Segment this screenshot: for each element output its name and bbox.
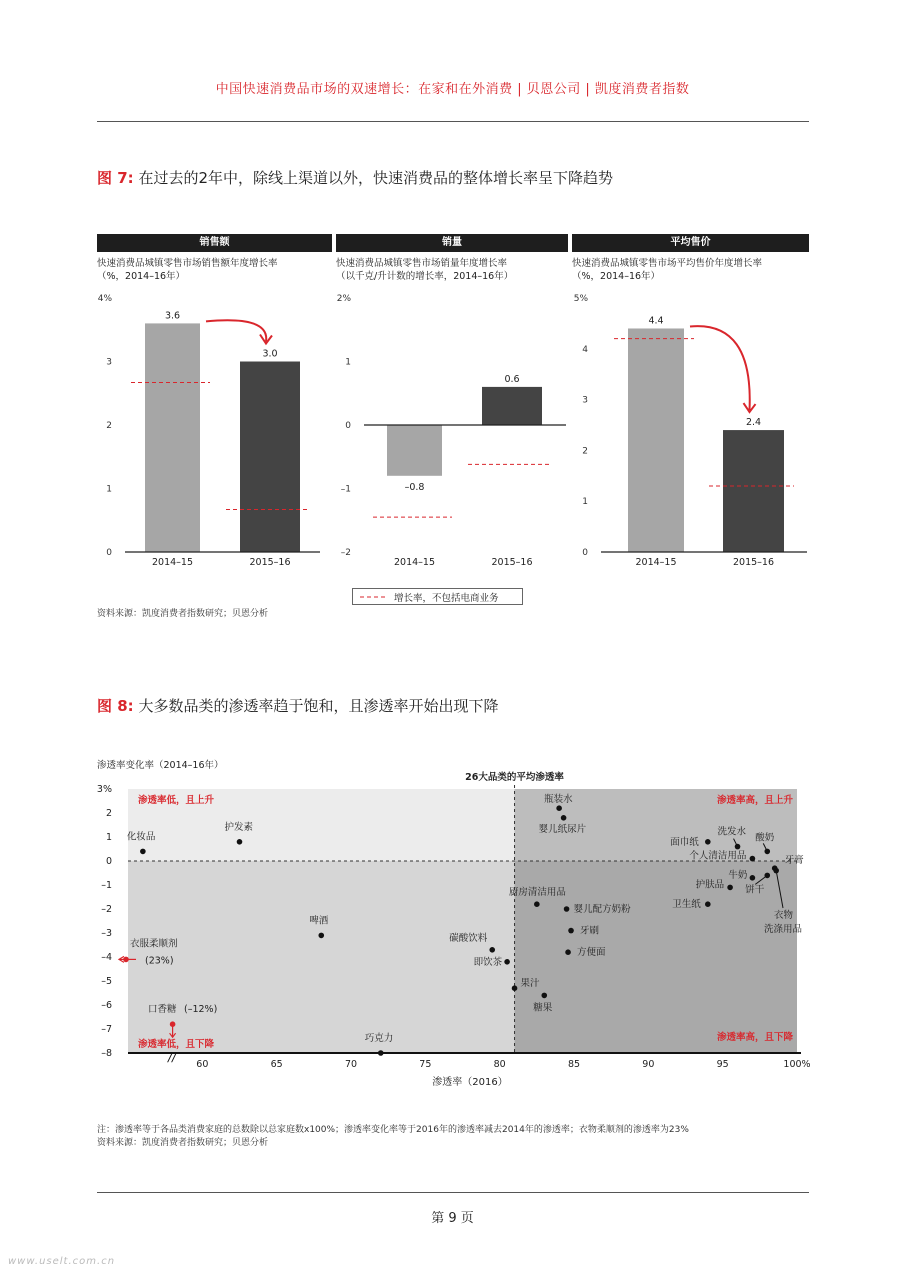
xtick-label: 2015–16 [249,557,291,568]
x-axis-title: 渗透率（2016） [432,1077,508,1088]
page-number: 第 9 页 [431,1211,474,1226]
point-label: 碳酸饮料 [449,932,488,944]
point-label: 巧克力 [364,1033,394,1044]
point-label: 果汁 [520,978,540,990]
point-label: 牙刷 [580,925,600,937]
point-label: 厨房清洁用品 [508,887,566,899]
figure7-label: 图 7: [97,169,134,187]
point-label: 洗发水 [717,826,747,838]
bar-value-label: 3.6 [164,310,181,322]
bar [723,430,784,552]
bar-value-label: 0.6 [504,373,520,385]
point-label: 瓶装水 [544,794,573,806]
avg-penetration-label: 26大品类的平均渗透率 [465,772,564,783]
point-label: 啤酒 [309,915,329,927]
panel-head-sales: 销售额 [97,234,332,252]
panel-head-volume: 销量 [336,234,568,252]
bar [240,362,300,553]
panel-sub-volume-line2: （以千克/升计数的增长率，2014–16年） [336,271,514,282]
figure7-source: 资料来源：凯度消费者指数研究；贝恩分析 [97,609,269,619]
scatter-point [750,856,756,862]
ytick-label: 4% [97,294,112,304]
ytick-label: –7 [101,1024,112,1035]
point-label: 卫生纸 [672,899,701,911]
scatter-point [705,839,711,845]
point-label: 酸奶 [755,832,775,844]
watermark: www.uselt.com.cn [8,1256,116,1267]
panel-sub-price-line2: （%，2014–16年） [572,271,661,282]
scatter-point [564,906,570,912]
xtick-label: 65 [270,1059,283,1070]
ytick-label: –4 [101,952,112,963]
figure8-scatter [0,740,905,1100]
ytick-label: 2 [106,421,112,431]
xtick-label: 2014–15 [635,557,677,568]
ytick-label: 3 [582,395,588,406]
panel-sub-sales-line1: 快速消费品城镇零售市场销售额年度增长率 [97,258,278,269]
ytick-label: –3 [101,928,112,939]
figure8-note: 注：渗透率等于各品类消费家庭的总数除以总家庭数x100%；渗透率变化率等于2016年的渗透率减去2014年的渗透率；衣物柔顺剂的渗透率为23% [97,1125,689,1135]
ytick-label: 5% [573,294,588,304]
xtick-label: 2015–16 [491,557,533,568]
scatter-point [378,1050,384,1056]
ytick-label: 0 [106,548,112,558]
trend-arrow [690,326,750,410]
running-header: 中国快速消费品市场的双速增长：在家和在外消费 | 贝恩公司 | 凯度消费者指数 [215,82,690,97]
panel-sub-price-line1: 快速消费品城镇零售市场平均售价年度增长率 [572,258,763,269]
ytick-label: 3% [96,784,112,795]
legend-label: 增长率，不包括电商业务 [394,593,499,604]
xtick-label: 2014–15 [393,557,436,568]
scatter-point [534,901,540,907]
point-label: 口香糖 [148,1004,177,1016]
point-label: 衣服柔顺剂 [130,938,178,950]
ytick-label: –2 [101,904,112,915]
ytick-label: –1 [101,880,112,891]
point-label: 衣物 [774,910,794,921]
point-label: 化妆品 [126,831,156,843]
quadrant-label-bottom-right: 渗透率高，且下降 [716,1032,793,1043]
scatter-point [140,849,146,855]
point-note: (–12%) [184,1004,218,1016]
point-label: 护发素 [224,821,254,833]
quadrant-label-top-left: 渗透率低，且上升 [138,795,215,806]
ytick-label: 0 [582,548,588,558]
quadrant-label-bottom-left: 渗透率低，且下降 [138,1039,215,1050]
ytick-label: 0 [105,856,112,867]
scatter-point [504,959,510,965]
point-label: 糖果 [533,1002,553,1014]
xtick-label: 90 [642,1059,655,1070]
xtick-label: 80 [493,1059,506,1070]
ytick-label: –6 [101,1000,112,1011]
ytick-label: –1 [340,484,351,495]
bar-value-label: –0.8 [404,481,425,493]
figure7-bar-charts [0,0,905,620]
y-axis-title: 渗透率变化率（2014–16年） [97,760,224,771]
bar [387,425,442,476]
xtick-label: 70 [344,1059,358,1070]
xtick-label: 2014–15 [151,557,194,568]
xtick-label: 85 [567,1059,581,1070]
point-label: 方便面 [577,947,606,959]
scatter-point [565,949,571,955]
point-label: 个人清洁用品 [689,850,747,862]
axis-break-mark: // [168,1050,177,1064]
ytick-label: 4 [582,344,588,355]
ytick-label: 3 [106,357,112,368]
figure8-title [97,695,498,716]
xtick-label: 95 [716,1059,729,1070]
ytick-label: 2 [582,446,588,457]
footer-rule [97,1192,809,1193]
xtick-label: 75 [419,1059,432,1070]
bar-value-label: 4.4 [648,315,664,327]
quadrant-label-top-right: 渗透率高，且上升 [716,795,793,806]
scatter-point [541,993,547,999]
point-label-line2: 洗涤用品 [764,924,803,935]
panel-sub-volume-line1: 快速消费品城镇零售市场销量年度增长率 [336,258,508,269]
ytick-label: 1 [105,832,112,843]
point-label: 即饮茶 [473,956,503,968]
ytick-label: 2 [105,808,112,819]
ytick-label: 2% [336,294,351,304]
scatter-point [561,815,567,821]
trend-arrow [206,320,266,341]
ytick-label: 1 [345,357,351,368]
ytick-label: –2 [340,548,351,558]
scatter-point [727,885,733,891]
bar [145,323,200,552]
scatter-point [556,805,562,811]
point-label: 护肤品 [695,879,725,891]
point-label: 面巾纸 [670,836,699,848]
bar [482,387,542,425]
point-label: 婴儿配方奶粉 [573,904,631,915]
xtick-label: 100% [783,1059,811,1070]
scatter-point [318,933,324,939]
ytick-label: –8 [101,1048,112,1059]
ytick-label: 1 [106,484,112,495]
scatter-point [568,928,574,934]
xtick-label: 2015–16 [732,557,775,568]
ytick-label: –5 [101,976,112,987]
xtick-label: 60 [196,1059,209,1070]
bar-value-label: 2.4 [745,417,762,429]
scatter-point [764,849,770,855]
bar [628,328,684,552]
figure8-source: 资料来源：凯度消费者指数研究；贝恩分析 [97,1138,269,1148]
point-label: 牛奶 [728,869,748,881]
scatter-point [750,875,756,881]
panel-head-price: 平均售价 [572,234,809,252]
point-label: 饼干 [745,884,765,896]
figure8-label: 图 8: [97,697,134,715]
ytick-label: 0 [345,421,351,431]
scatter-point [237,839,243,845]
scatter-point [512,985,518,991]
figure7-legend [352,588,524,606]
figure8-title-text: 大多数品类的渗透率趋于饱和，且渗透率开始出现下降 [138,697,499,715]
scatter-point [705,901,711,907]
figure7-title-text: 在过去的2年中，除线上渠道以外，快速消费品的整体增长率呈下降趋势 [138,169,613,187]
panel-sub-sales-line2: （%，2014–16年） [97,271,186,282]
point-label: 牙膏 [784,855,804,867]
ytick-label: 1 [582,497,588,508]
point-note: (23%) [145,955,174,967]
point-label: 婴儿纸尿片 [538,823,587,835]
bar-value-label: 3.0 [262,348,278,360]
scatter-point [489,947,495,953]
